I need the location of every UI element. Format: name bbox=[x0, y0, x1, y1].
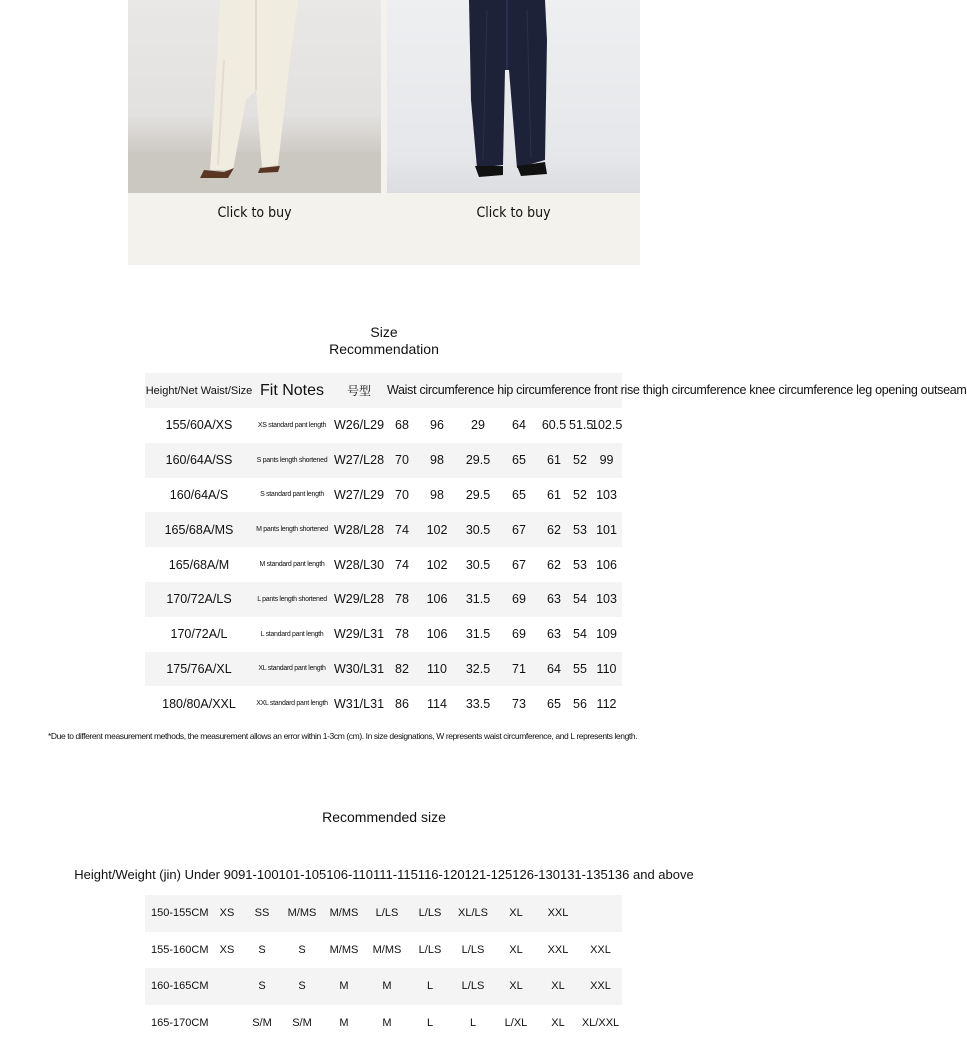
measurement-cell: 53 bbox=[569, 547, 591, 582]
recommended-size-cell: L bbox=[409, 968, 451, 1005]
measurement-cell: 106 bbox=[591, 547, 622, 582]
measurement-cell: 56 bbox=[569, 686, 591, 721]
model-cell: W28/L28 bbox=[331, 512, 387, 547]
model-cell: W29/L28 bbox=[331, 582, 387, 617]
measurement-cell: 73 bbox=[499, 686, 539, 721]
buy-link-navy-pants[interactable]: Click to buy bbox=[387, 205, 640, 221]
recommended-size-cell: M/MS bbox=[323, 932, 365, 969]
recommended-size-cell: S bbox=[281, 932, 323, 969]
measurement-cell: 54 bbox=[569, 582, 591, 617]
recommended-size-cell: L/LS bbox=[451, 932, 495, 969]
size-cell: 160/64A/SS bbox=[145, 443, 253, 478]
measurement-cell: 52 bbox=[569, 443, 591, 478]
recommended-size-cell bbox=[579, 895, 622, 932]
measurement-cell: 55 bbox=[569, 652, 591, 687]
size-table-header bbox=[145, 373, 622, 408]
recommended-row bbox=[145, 932, 622, 969]
cream-pants-illustration bbox=[128, 0, 381, 193]
measurement-cell: 110 bbox=[417, 652, 457, 687]
header-size: Height/Net Waist/Size bbox=[145, 373, 253, 408]
fit-note-cell: XXL standard pant length bbox=[253, 686, 331, 721]
fit-note-cell: XS standard pant length bbox=[253, 408, 331, 443]
measurement-cell: 78 bbox=[387, 582, 417, 617]
recommended-row bbox=[145, 1005, 622, 1041]
measurement-cell: 109 bbox=[591, 617, 622, 652]
size-row bbox=[145, 512, 622, 547]
measurement-cell: 86 bbox=[387, 686, 417, 721]
size-cell: 170/72A/LS bbox=[145, 582, 253, 617]
measurement-cell: 103 bbox=[591, 582, 622, 617]
measurement-cell: 74 bbox=[387, 512, 417, 547]
measurement-cell: 62 bbox=[539, 547, 569, 582]
header-fit-notes: Fit Notes bbox=[253, 373, 331, 408]
recommended-size-cell: L/LS bbox=[409, 895, 451, 932]
recommended-size-cell: S/M bbox=[281, 1005, 323, 1041]
recommended-size-cell: XL bbox=[537, 1005, 579, 1041]
height-range-cell: 150-155CM bbox=[145, 895, 211, 932]
product-image-navy-pants[interactable] bbox=[387, 0, 640, 193]
measurement-cell: 61 bbox=[539, 478, 569, 513]
fit-note-cell: S pants length shortened bbox=[253, 443, 331, 478]
size-title bbox=[0, 324, 768, 358]
height-range-cell: 160-165CM bbox=[145, 968, 211, 1005]
measurement-cell: 114 bbox=[417, 686, 457, 721]
recommended-row bbox=[145, 895, 622, 932]
model-cell: W27/L29 bbox=[331, 478, 387, 513]
recommended-size-cell: XL bbox=[495, 895, 537, 932]
measurement-cell: 62 bbox=[539, 512, 569, 547]
measurement-cell: 33.5 bbox=[457, 686, 499, 721]
recommended-size-cell: S bbox=[243, 968, 281, 1005]
recommended-table bbox=[145, 895, 622, 1041]
recommended-size-cell: M/MS bbox=[323, 895, 365, 932]
recommended-size-cell: S/M bbox=[243, 1005, 281, 1041]
size-cell: 165/68A/MS bbox=[145, 512, 253, 547]
recommended-size-cell: XL bbox=[537, 968, 579, 1005]
recommended-size-cell: XXL bbox=[579, 932, 622, 969]
model-cell: W28/L30 bbox=[331, 547, 387, 582]
measurement-cell: 69 bbox=[499, 582, 539, 617]
measurement-cell: 103 bbox=[591, 478, 622, 513]
measurement-cell: 98 bbox=[417, 443, 457, 478]
measurement-cell: 51.5 bbox=[569, 408, 591, 443]
recommended-size-cell: M/MS bbox=[365, 932, 409, 969]
measurement-cell: 69 bbox=[499, 617, 539, 652]
measurement-cell: 82 bbox=[387, 652, 417, 687]
size-cell: 165/68A/M bbox=[145, 547, 253, 582]
measurement-cell: 64 bbox=[539, 652, 569, 687]
measurement-cell: 99 bbox=[591, 443, 622, 478]
header-model: 号型 bbox=[331, 373, 387, 408]
model-cell: W30/L31 bbox=[331, 652, 387, 687]
recommended-size-cell: L bbox=[409, 1005, 451, 1041]
measurement-cell: 65 bbox=[539, 686, 569, 721]
measurement-cell: 102.5 bbox=[591, 408, 622, 443]
measurement-cell: 112 bbox=[591, 686, 622, 721]
size-row bbox=[145, 652, 622, 687]
size-title-line2: Recommendation bbox=[0, 341, 768, 358]
recommended-size-cell: XXL bbox=[537, 932, 579, 969]
measurement-cell: 31.5 bbox=[457, 617, 499, 652]
measurement-cell: 98 bbox=[417, 478, 457, 513]
measurement-cell: 78 bbox=[387, 617, 417, 652]
measurement-cell: 54 bbox=[569, 617, 591, 652]
size-footnote: *Due to different measurement methods, the measurement allows an error within 1-3cm (cm). In size designations, W represents waist circumference, and L represents length. bbox=[48, 731, 637, 741]
height-range-cell: 155-160CM bbox=[145, 932, 211, 969]
measurement-cell: 52 bbox=[569, 478, 591, 513]
recommended-row bbox=[145, 968, 622, 1005]
recommended-size-cell: M bbox=[323, 1005, 365, 1041]
measurement-cell: 67 bbox=[499, 547, 539, 582]
size-row bbox=[145, 617, 622, 652]
recommended-size-cell: L/XL bbox=[495, 1005, 537, 1041]
measurement-cell: 74 bbox=[387, 547, 417, 582]
recommended-size-cell: L/LS bbox=[365, 895, 409, 932]
size-cell: 175/76A/XL bbox=[145, 652, 253, 687]
size-row bbox=[145, 686, 622, 721]
size-cell: 155/60A/XS bbox=[145, 408, 253, 443]
model-cell: W31/L31 bbox=[331, 686, 387, 721]
product-cards bbox=[128, 0, 640, 265]
recommended-size-cell: XL/LS bbox=[451, 895, 495, 932]
buy-link-cream-pants[interactable]: Click to buy bbox=[128, 205, 381, 221]
size-cell: 160/64A/S bbox=[145, 478, 253, 513]
recommended-size-cell: SS bbox=[243, 895, 281, 932]
recommended-size-cell: L bbox=[451, 1005, 495, 1041]
recommended-size-cell: L/LS bbox=[451, 968, 495, 1005]
measurement-cell: 29.5 bbox=[457, 443, 499, 478]
measurement-cell: 106 bbox=[417, 582, 457, 617]
fit-note-cell: M pants length shortened bbox=[253, 512, 331, 547]
recommended-size-cell: XS bbox=[211, 895, 243, 932]
measurement-cell: 101 bbox=[591, 512, 622, 547]
measurement-cell: 96 bbox=[417, 408, 457, 443]
recommended-size-cell bbox=[211, 1005, 243, 1041]
recommended-size-cell: S bbox=[243, 932, 281, 969]
measurement-cell: 70 bbox=[387, 478, 417, 513]
size-table-body bbox=[145, 408, 622, 721]
measurement-cell: 65 bbox=[499, 478, 539, 513]
fit-note-cell: XL standard pant length bbox=[253, 652, 331, 687]
model-cell: W29/L31 bbox=[331, 617, 387, 652]
recommended-size-cell: XL bbox=[495, 932, 537, 969]
navy-pants-illustration bbox=[387, 0, 640, 193]
product-image-cream-pants[interactable] bbox=[128, 0, 381, 193]
fit-note-cell: L pants length shortened bbox=[253, 582, 331, 617]
size-title-line1: Size bbox=[0, 324, 768, 341]
fit-note-cell: S standard pant length bbox=[253, 478, 331, 513]
measurement-cell: 30.5 bbox=[457, 512, 499, 547]
size-row bbox=[145, 408, 622, 443]
height-weight-header: Height/Weight (jin) Under 9091-100101-105106-110111-115116-120121-125126-130131-135136 and above bbox=[0, 867, 768, 882]
measurement-cell: 65 bbox=[499, 443, 539, 478]
recommended-size-cell: S bbox=[281, 968, 323, 1005]
measurement-cell: 70 bbox=[387, 443, 417, 478]
measurement-cell: 29 bbox=[457, 408, 499, 443]
recommended-size-cell: M bbox=[323, 968, 365, 1005]
measurement-cell: 102 bbox=[417, 547, 457, 582]
model-cell: W26/L29 bbox=[331, 408, 387, 443]
measurement-cell: 64 bbox=[499, 408, 539, 443]
measurement-cell: 60.5 bbox=[539, 408, 569, 443]
measurement-cell: 67 bbox=[499, 512, 539, 547]
size-row bbox=[145, 443, 622, 478]
measurement-cell: 30.5 bbox=[457, 547, 499, 582]
measurement-cell: 63 bbox=[539, 617, 569, 652]
recommended-size-cell: XXL bbox=[579, 968, 622, 1005]
size-table bbox=[145, 373, 622, 721]
measurement-cell: 29.5 bbox=[457, 478, 499, 513]
measurement-cell: 106 bbox=[417, 617, 457, 652]
measurement-cell: 53 bbox=[569, 512, 591, 547]
recommended-size-cell: M bbox=[365, 1005, 409, 1041]
recommended-size-cell: XXL bbox=[537, 895, 579, 932]
fit-note-cell: L standard pant length bbox=[253, 617, 331, 652]
size-row bbox=[145, 547, 622, 582]
recommended-size-cell: M/MS bbox=[281, 895, 323, 932]
measurement-cell: 102 bbox=[417, 512, 457, 547]
fit-note-cell: M standard pant length bbox=[253, 547, 331, 582]
recommended-size-cell: XL/XXL bbox=[579, 1005, 622, 1041]
recommended-size-cell bbox=[211, 968, 243, 1005]
recommended-size-cell: M bbox=[365, 968, 409, 1005]
measurement-cell: 31.5 bbox=[457, 582, 499, 617]
recommended-table-body bbox=[145, 895, 622, 1041]
recommended-title: Recommended size bbox=[0, 809, 768, 826]
measurement-cell: 110 bbox=[591, 652, 622, 687]
size-row bbox=[145, 582, 622, 617]
model-cell: W27/L28 bbox=[331, 443, 387, 478]
recommended-size-cell: XL bbox=[495, 968, 537, 1005]
measurement-cell: 63 bbox=[539, 582, 569, 617]
size-cell: 180/80A/XXL bbox=[145, 686, 253, 721]
measurement-cell: 61 bbox=[539, 443, 569, 478]
measurement-cell: 68 bbox=[387, 408, 417, 443]
size-row bbox=[145, 478, 622, 513]
size-cell: 170/72A/L bbox=[145, 617, 253, 652]
height-range-cell: 165-170CM bbox=[145, 1005, 211, 1041]
header-measurements: Waist circumference hip circumference front rise thigh circumference knee circumference leg opening outseam bbox=[387, 373, 622, 408]
measurement-cell: 32.5 bbox=[457, 652, 499, 687]
recommended-size-cell: XS bbox=[211, 932, 243, 969]
recommended-size-cell: L/LS bbox=[409, 932, 451, 969]
measurement-cell: 71 bbox=[499, 652, 539, 687]
